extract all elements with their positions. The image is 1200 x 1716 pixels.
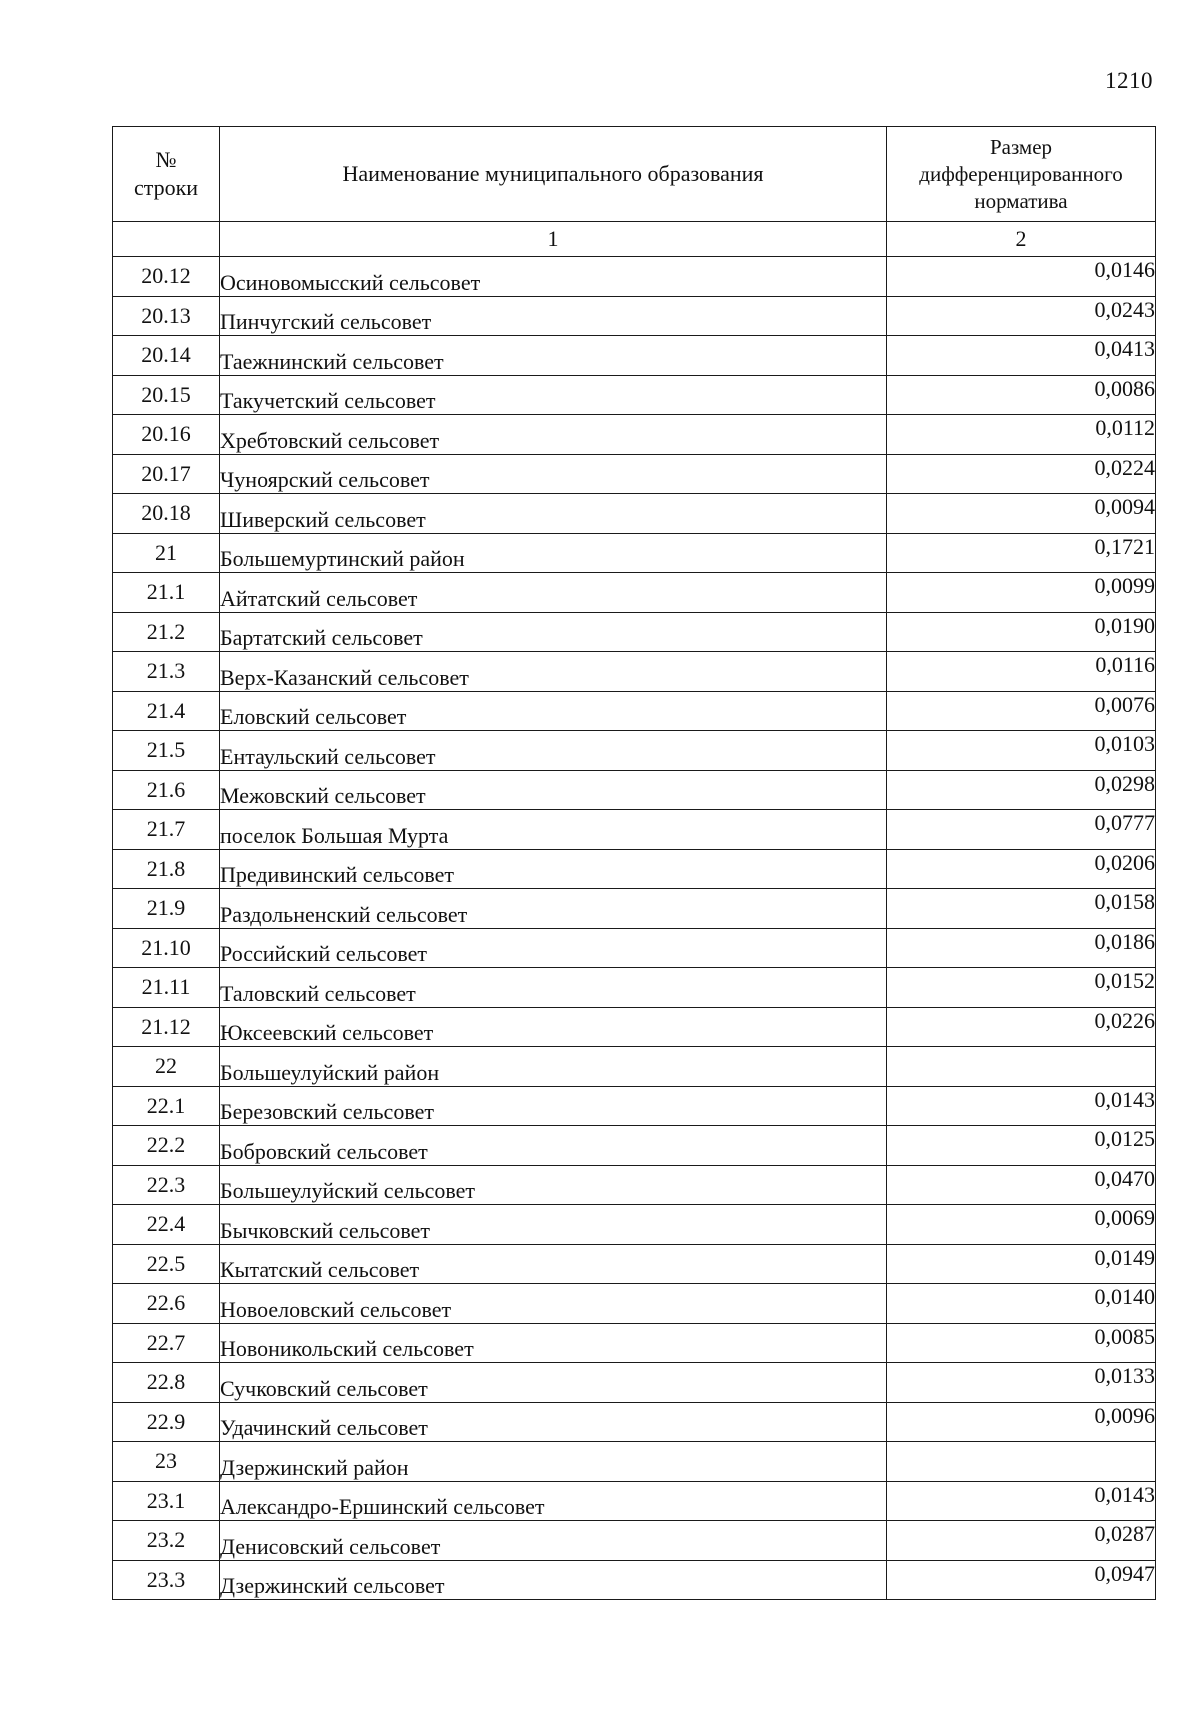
table-row: [113, 849, 1156, 889]
municipality-name-cell: Кытатский сельсовет: [220, 1244, 887, 1284]
table-row: [113, 494, 1156, 534]
row-number-cell: 23: [113, 1442, 220, 1482]
row-number-cell: 22.5: [113, 1244, 220, 1284]
normative-value-cell: 0,1721: [887, 533, 1156, 573]
table-row: [113, 1560, 1156, 1600]
municipality-name-cell: Бычковский сельсовет: [220, 1205, 887, 1245]
municipality-name-cell: Предивинский сельсовет: [220, 849, 887, 889]
table-row: [113, 1244, 1156, 1284]
row-number-cell: 20.13: [113, 296, 220, 336]
row-number-cell: 22.6: [113, 1284, 220, 1324]
row-number-cell: 22.9: [113, 1402, 220, 1442]
row-number-cell: 21.7: [113, 810, 220, 850]
table-row: [113, 336, 1156, 376]
table-row: [113, 415, 1156, 455]
normative-value-cell: 0,0777: [887, 810, 1156, 850]
table-row: [113, 1086, 1156, 1126]
table-row: [113, 257, 1156, 297]
row-number-cell: 22.4: [113, 1205, 220, 1245]
municipality-name-cell: Дзержинский район: [220, 1442, 887, 1482]
municipality-name-cell: Шиверский сельсовет: [220, 494, 887, 534]
row-number-cell: 20.15: [113, 375, 220, 415]
row-number-cell: 22: [113, 1047, 220, 1087]
municipality-name-cell: Чуноярский сельсовет: [220, 454, 887, 494]
normative-value-cell: 0,0133: [887, 1363, 1156, 1403]
table-row: [113, 533, 1156, 573]
table-row: [113, 1165, 1156, 1205]
normative-value-cell: 0,0206: [887, 849, 1156, 889]
municipality-name-cell: Александро-Ершинский сельсовет: [220, 1481, 887, 1521]
header-municipality-name-label: Наименование муниципального образования: [342, 161, 764, 186]
normative-value-cell: 0,0413: [887, 336, 1156, 376]
normative-value-cell: 0,0085: [887, 1323, 1156, 1363]
table-row: [113, 1205, 1156, 1245]
municipality-name-cell: Таловский сельсовет: [220, 968, 887, 1008]
table-row: [113, 1402, 1156, 1442]
normative-value-cell: 0,0103: [887, 731, 1156, 771]
table-row: [113, 1363, 1156, 1403]
header-row-number: [113, 127, 220, 222]
municipality-name-cell: поселок Большая Мурта: [220, 810, 887, 850]
normative-value-cell: 0,0226: [887, 1007, 1156, 1047]
table-row: [113, 1521, 1156, 1561]
municipality-name-cell: Айтатский сельсовет: [220, 573, 887, 613]
row-number-cell: 21.6: [113, 770, 220, 810]
normative-value-cell: 0,0099: [887, 573, 1156, 613]
table-row: [113, 612, 1156, 652]
row-number-cell: 21.2: [113, 612, 220, 652]
table-row: [113, 731, 1156, 771]
table-row: [113, 1126, 1156, 1166]
row-number-cell: 23.2: [113, 1521, 220, 1561]
table-row: [113, 573, 1156, 613]
header-normative-size: [887, 127, 1156, 222]
normative-value-cell: 0,0190: [887, 612, 1156, 652]
table-row: [113, 1442, 1156, 1482]
normative-value-cell: 0,0096: [887, 1402, 1156, 1442]
table-row: [113, 928, 1156, 968]
page-number: 1210: [1105, 68, 1153, 93]
column-index-empty: [113, 222, 220, 257]
municipality-name-cell: Березовский сельсовет: [220, 1086, 887, 1126]
normative-value-cell: 0,0470: [887, 1165, 1156, 1205]
column-index-2: 2: [887, 222, 1156, 257]
row-number-cell: 22.2: [113, 1126, 220, 1166]
table-row: [113, 968, 1156, 1008]
municipality-name-cell: Такучетский сельсовет: [220, 375, 887, 415]
municipality-name-cell: Хребтовский сельсовет: [220, 415, 887, 455]
normative-value-cell: [887, 1047, 1156, 1087]
column-index-1: 1: [220, 222, 887, 257]
municipality-name-cell: Еловский сельсовет: [220, 691, 887, 731]
row-number-cell: 21: [113, 533, 220, 573]
table-row: [113, 652, 1156, 692]
municipality-name-cell: Юксеевский сельсовет: [220, 1007, 887, 1047]
normative-table: [112, 126, 1156, 1600]
municipality-name-cell: Раздольненский сельсовет: [220, 889, 887, 929]
municipality-name-cell: Таежнинский сельсовет: [220, 336, 887, 376]
table-row: [113, 889, 1156, 929]
row-number-cell: 22.7: [113, 1323, 220, 1363]
municipality-name-cell: Новоникольский сельсовет: [220, 1323, 887, 1363]
municipality-name-cell: Большеулуйский район: [220, 1047, 887, 1087]
municipality-name-cell: Сучковский сельсовет: [220, 1363, 887, 1403]
row-number-cell: 23.1: [113, 1481, 220, 1521]
table-row: [113, 454, 1156, 494]
row-number-cell: 21.11: [113, 968, 220, 1008]
row-number-cell: 20.18: [113, 494, 220, 534]
normative-value-cell: 0,0125: [887, 1126, 1156, 1166]
normative-value-cell: 0,0140: [887, 1284, 1156, 1324]
table-row: [113, 810, 1156, 850]
table-row: [113, 1323, 1156, 1363]
table-row: [113, 1047, 1156, 1087]
table-row: [113, 375, 1156, 415]
table-header-row: [113, 127, 1156, 222]
municipality-name-cell: Верх-Казанский сельсовет: [220, 652, 887, 692]
row-number-cell: 21.8: [113, 849, 220, 889]
municipality-name-cell: Ентаульский сельсовет: [220, 731, 887, 771]
row-number-cell: 21.4: [113, 691, 220, 731]
normative-value-cell: 0,0186: [887, 928, 1156, 968]
row-number-cell: 20.17: [113, 454, 220, 494]
normative-value-cell: 0,0143: [887, 1481, 1156, 1521]
normative-value-cell: [887, 1442, 1156, 1482]
normative-value-cell: 0,0243: [887, 296, 1156, 336]
municipality-name-cell: Большеулуйский сельсовет: [220, 1165, 887, 1205]
row-number-cell: 21.1: [113, 573, 220, 613]
normative-value-cell: 0,0298: [887, 770, 1156, 810]
table-row: [113, 691, 1156, 731]
normative-value-cell: 0,0094: [887, 494, 1156, 534]
normative-value-cell: 0,0116: [887, 652, 1156, 692]
table-row: [113, 1007, 1156, 1047]
header-municipality-name: [220, 127, 887, 222]
row-number-cell: 22.1: [113, 1086, 220, 1126]
row-number-cell: 20.16: [113, 415, 220, 455]
row-number-cell: 21.5: [113, 731, 220, 771]
municipality-name-cell: Российский сельсовет: [220, 928, 887, 968]
row-number-cell: 22.3: [113, 1165, 220, 1205]
municipality-name-cell: Дзержинский сельсовет: [220, 1560, 887, 1600]
municipality-name-cell: Пинчугский сельсовет: [220, 296, 887, 336]
normative-value-cell: 0,0158: [887, 889, 1156, 929]
normative-value-cell: 0,0069: [887, 1205, 1156, 1245]
normative-value-cell: 0,0224: [887, 454, 1156, 494]
municipality-name-cell: Бобровский сельсовет: [220, 1126, 887, 1166]
normative-value-cell: 0,0143: [887, 1086, 1156, 1126]
row-number-cell: 21.12: [113, 1007, 220, 1047]
table-body: [113, 257, 1156, 1600]
municipality-name-cell: Межовский сельсовет: [220, 770, 887, 810]
table-row: [113, 770, 1156, 810]
normative-value-cell: 0,0149: [887, 1244, 1156, 1284]
normative-value-cell: 0,0086: [887, 375, 1156, 415]
municipality-name-cell: Денисовский сельсовет: [220, 1521, 887, 1561]
table-row: [113, 1481, 1156, 1521]
municipality-name-cell: Осиновомысский сельсовет: [220, 257, 887, 297]
row-number-cell: 22.8: [113, 1363, 220, 1403]
normative-value-cell: 0,0146: [887, 257, 1156, 297]
normative-value-cell: 0,0076: [887, 691, 1156, 731]
normative-value-cell: 0,0152: [887, 968, 1156, 1008]
row-number-cell: 21.10: [113, 928, 220, 968]
header-normative-size-label: Размер дифференцированного норматива: [919, 134, 1123, 213]
municipality-name-cell: Новоеловский сельсовет: [220, 1284, 887, 1324]
row-number-cell: 20.12: [113, 257, 220, 297]
header-row-number-label: № строки: [133, 147, 199, 200]
normative-value-cell: 0,0112: [887, 415, 1156, 455]
municipality-name-cell: Большемуртинский район: [220, 533, 887, 573]
row-number-cell: 23.3: [113, 1560, 220, 1600]
normative-value-cell: 0,0947: [887, 1560, 1156, 1600]
table-row: [113, 296, 1156, 336]
municipality-name-cell: Бартатский сельсовет: [220, 612, 887, 652]
row-number-cell: 20.14: [113, 336, 220, 376]
row-number-cell: 21.9: [113, 889, 220, 929]
municipality-name-cell: Удачинский сельсовет: [220, 1402, 887, 1442]
normative-value-cell: 0,0287: [887, 1521, 1156, 1561]
row-number-cell: 21.3: [113, 652, 220, 692]
table-row: [113, 1284, 1156, 1324]
table-column-index-row: [113, 222, 1156, 257]
